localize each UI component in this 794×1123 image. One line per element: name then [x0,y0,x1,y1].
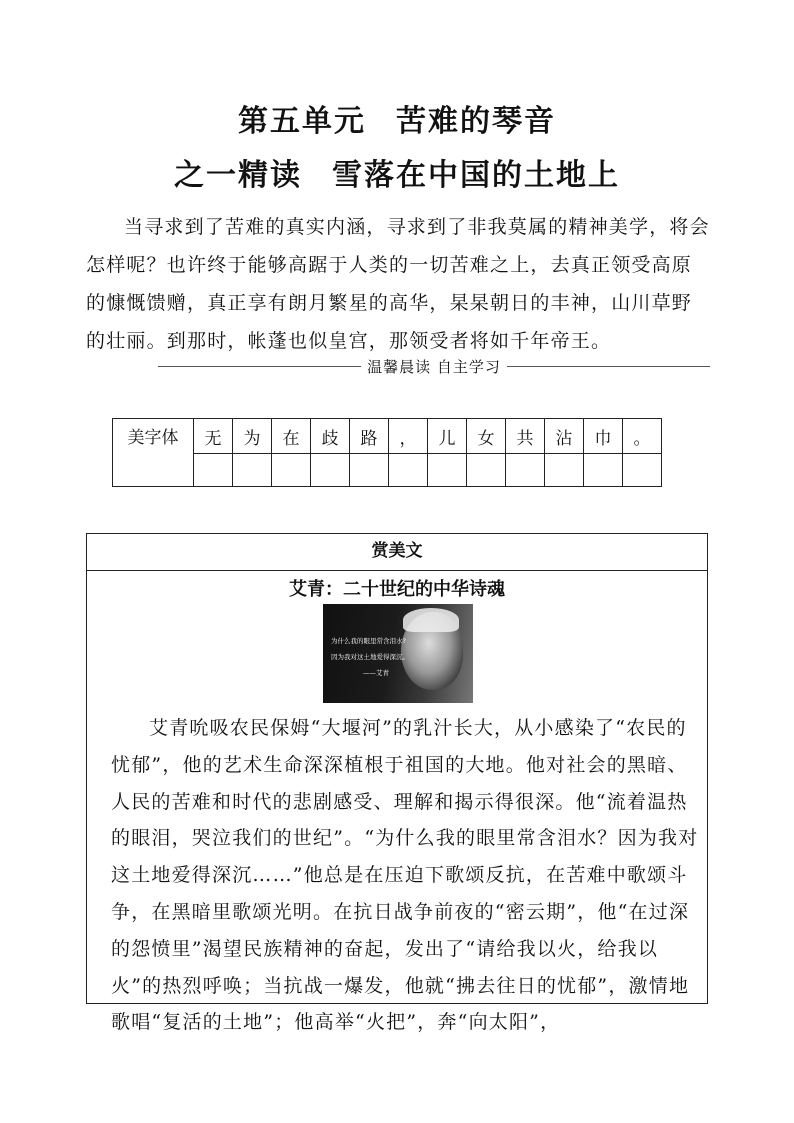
practice-cell[interactable] [584,454,623,487]
photo-quote-author: ——艾青 [363,669,389,677]
char-cell: 共 [506,419,545,454]
practice-cell[interactable] [389,454,428,487]
char-cell: 巾 [584,419,623,454]
article-body: 艾青吮吸农民保姆“大堰河”的乳汁长大，从小感染了“农民的忧郁”，他的艺术生命深深植根于祖国的大地。他对社会的黑暗、人民的苦难和时代的悲剧感受、理解和揭示得很深。他“流着温热的眼泪，哭泣我们的世纪”。“为什么我的眼里常含泪水？因为我对这土地爱得深沉……”他总是在压迫下歌颂反抗，在苦难中歌颂斗争，在黑暗里歌颂光明。在抗日战争前夜的“密云期”，他“在过深的怨愤里”渴望民族精神的奋起，发出了“请给我以火，给我以火”的热烈呼唤；当抗战一爆发，他就“拂去往日的忧郁”，激情地歌唱“复活的土地”；他高举“火把”，奔“向太阳”， [111,717,699,1034]
practice-cell[interactable] [311,454,350,487]
ai-qing-portrait-image [323,604,473,703]
char-cell: 无 [194,419,233,454]
practice-row [113,454,662,487]
unit-title-number: 第五单元 [238,104,366,139]
char-cell: 歧 [311,419,350,454]
practice-cell[interactable] [428,454,467,487]
lesson-title [0,150,794,194]
intro-paragraph: 当寻求到了苦难的真实内涵，寻求到了非我莫属的精神美学，将会怎样呢？也许终于能够高踞于人类的一切苦难之上，去真正领受高原的慷慨馈赠，真正享有朗月繁星的高华，杲杲朝日的丰神，山川草野的壮丽。到那时，帐蓬也似皇宫，那领受者将如千年帝王。 [86,216,710,352]
practice-cell[interactable] [272,454,311,487]
section-divider [158,356,710,376]
unit-title-theme: 苦难的琴音 [396,104,556,139]
practice-cell[interactable] [194,454,233,487]
box-heading: 赏美文 [87,534,707,571]
calligraphy-table [112,418,662,487]
appreciation-box [86,533,708,1034]
char-cell: 儿 [428,419,467,454]
photo-quote-line: 因为我对这土地爱得深沉。 [331,653,409,661]
practice-cell[interactable] [506,454,545,487]
box-subheading: 艾青：二十世纪的中华诗魂 [289,579,505,600]
photo-quote-line: 为什么我的眼里常含泪水? [331,637,406,645]
unit-title [0,96,794,140]
char-cell: 路 [350,419,389,454]
practice-cell[interactable] [623,454,662,487]
char-cell: 女 [467,419,506,454]
practice-cell[interactable] [467,454,506,487]
lesson-title-prefix: 之一精读 [174,158,302,193]
char-cell: 。 [623,419,662,454]
char-cell: 在 [272,419,311,454]
char-cell: 沾 [545,419,584,454]
practice-cell[interactable] [545,454,584,487]
section-label: 温馨晨读 自主学习 [367,357,501,376]
char-row [113,419,662,454]
lesson-title-name: 雪落在中国的土地上 [332,158,620,193]
portrait-hair [403,608,459,632]
practice-cell[interactable] [350,454,389,487]
char-cell: 为 [233,419,272,454]
practice-cell[interactable] [233,454,272,487]
divider-line-left [158,366,361,367]
table-header: 美字体 [113,419,194,487]
char-cell: ， [389,419,428,454]
divider-line-right [507,366,710,367]
